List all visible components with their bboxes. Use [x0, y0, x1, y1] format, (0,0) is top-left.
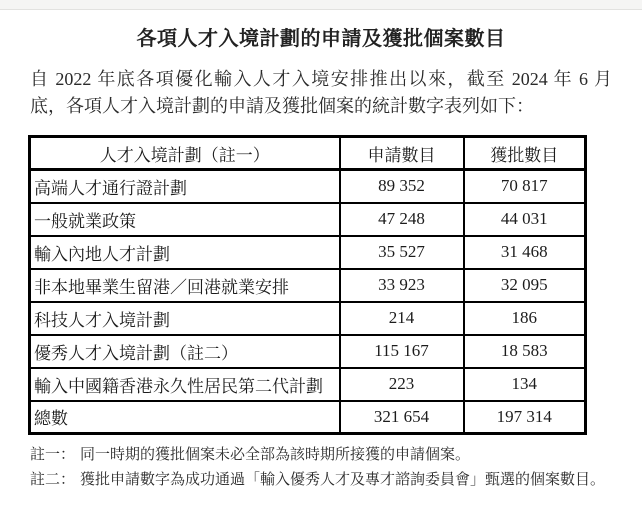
scheme-cell: 非本地畢業生留港／回港就業安排	[30, 269, 340, 302]
applications-cell: 223	[340, 368, 464, 401]
applications-cell: 321 654	[340, 401, 464, 434]
scheme-cell: 輸入內地人才計劃	[30, 236, 340, 269]
header-cell-scheme: 人才入境計劃（註一）	[30, 137, 340, 170]
table-row	[30, 203, 586, 236]
approvals-cell: 197 314	[464, 401, 586, 434]
approvals-cell: 18 583	[464, 335, 586, 368]
table-row	[30, 335, 586, 368]
table-row	[30, 236, 586, 269]
applications-cell: 33 923	[340, 269, 464, 302]
intro-paragraph	[30, 66, 612, 120]
page-title: 各項人才入境計劃的申請及獲批個案數目	[136, 28, 506, 50]
window-top-strip	[0, 0, 642, 10]
header-cell-applications: 申請數目	[340, 137, 464, 170]
note-text: 同一時期的獲批個案未必全部為該時期所接獲的申請個案。	[80, 447, 471, 463]
intro-line: 自 2022 年底各項優化輸入人才入境安排推出以來，截至 2024 年 6 月	[30, 69, 612, 89]
note-item	[30, 443, 642, 468]
approvals-cell: 31 468	[464, 236, 586, 269]
applications-cell: 214	[340, 302, 464, 335]
table-row	[30, 368, 586, 401]
table-header-row	[30, 137, 586, 170]
note-label: 註二：	[30, 472, 76, 488]
approvals-cell: 44 031	[464, 203, 586, 236]
scheme-cell: 高端人才通行證計劃	[30, 170, 340, 203]
scheme-cell: 總數	[30, 401, 340, 434]
scheme-cell: 科技人才入境計劃	[30, 302, 340, 335]
note-item	[30, 468, 642, 493]
scheme-cell: 優秀人才入境計劃（註二）	[30, 335, 340, 368]
approvals-cell: 186	[464, 302, 586, 335]
note-text: 獲批申請數字為成功通過「輸入優秀人才及專才諮詢委員會」甄選的個案數目。	[80, 472, 606, 488]
intro-line: 底，各項人才入境計劃的申請及獲批個案的統計數字表列如下：	[30, 96, 534, 116]
applications-cell: 35 527	[340, 236, 464, 269]
applications-cell: 47 248	[340, 203, 464, 236]
talent-schemes-table	[28, 135, 587, 435]
approvals-cell: 134	[464, 368, 586, 401]
applications-cell: 89 352	[340, 170, 464, 203]
approvals-cell: 32 095	[464, 269, 586, 302]
scheme-cell: 輸入中國籍香港永久性居民第二代計劃	[30, 368, 340, 401]
scheme-cell: 一般就業政策	[30, 203, 340, 236]
notes-section	[30, 443, 642, 493]
note-label: 註一：	[30, 447, 76, 463]
approvals-cell: 70 817	[464, 170, 586, 203]
table-row	[30, 170, 586, 203]
table-total-row	[30, 401, 586, 434]
table-row	[30, 302, 586, 335]
applications-cell: 115 167	[340, 335, 464, 368]
table-row	[30, 269, 586, 302]
header-cell-approvals: 獲批數目	[464, 137, 586, 170]
